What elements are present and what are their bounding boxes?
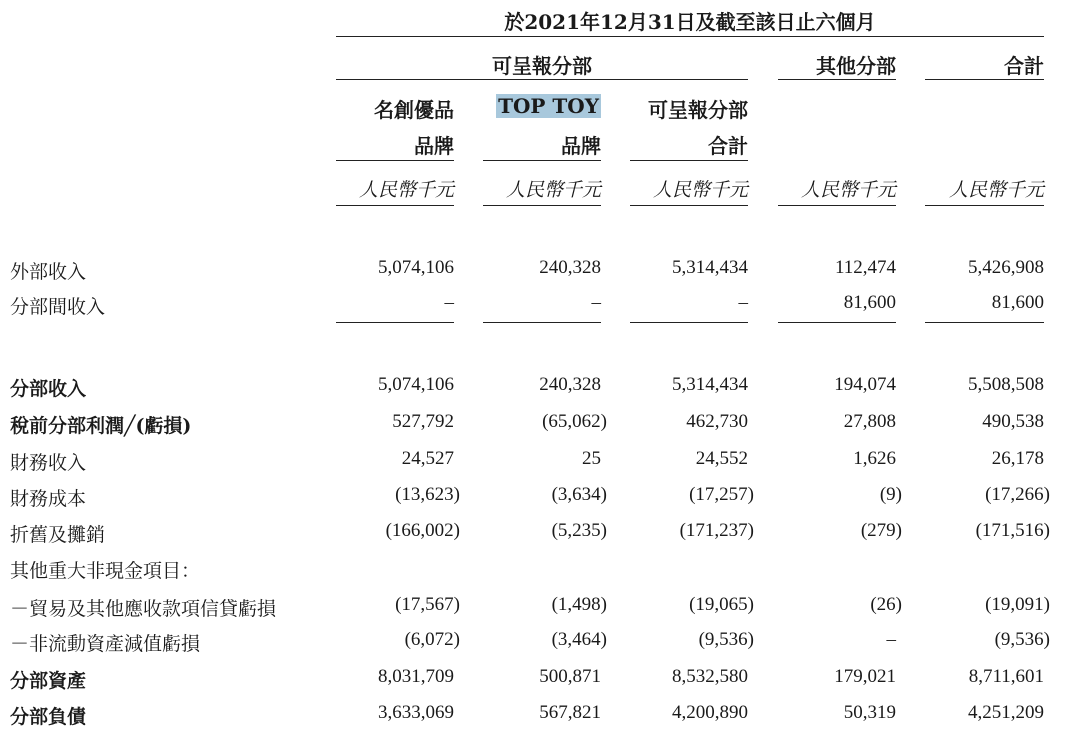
col-reportable-total-line1: 可呈報分部 — [648, 98, 748, 122]
table-cell: 5,314,434 — [672, 257, 748, 278]
subtotal-rule-4 — [778, 322, 896, 323]
group-total: 合計 — [1004, 54, 1044, 78]
table-cell: (1,498) — [551, 594, 607, 615]
table-cell: (26) — [870, 594, 902, 615]
table-cell: 527,792 — [392, 411, 454, 432]
table-cell: 5,074,106 — [378, 257, 454, 278]
table-cell: 4,251,209 — [968, 702, 1044, 723]
subtotal-rule-3 — [630, 322, 748, 323]
table-cell: 5,314,434 — [672, 374, 748, 395]
group-other-segments: 其他分部 — [816, 54, 896, 78]
row-label-other-non-cash-items: 其他重大非現金項目： — [10, 560, 201, 582]
unit-col-5: 人民幣千元 — [948, 179, 1044, 201]
table-cell: 567,821 — [539, 702, 601, 723]
table-cell: (65,062) — [542, 411, 607, 432]
table-cell: 240,328 — [539, 257, 601, 278]
col-toptoy-brand-line1 — [483, 94, 601, 118]
table-cell: (17,266) — [985, 484, 1050, 505]
unit-rule-4 — [778, 205, 896, 206]
row-label-finance-costs: 財務成本 — [10, 488, 87, 510]
col-rule-1 — [336, 160, 454, 161]
row-label-external-revenue: 外部收入 — [10, 261, 87, 283]
table-cell: 50,319 — [843, 702, 896, 723]
table-cell: (17,257) — [689, 484, 754, 505]
header-rule-top — [336, 36, 1044, 37]
table-cell: (6,072) — [404, 629, 460, 650]
table-cell: 8,031,709 — [378, 666, 454, 687]
table-cell: – — [591, 292, 601, 313]
table-cell: 4,200,890 — [672, 702, 748, 723]
unit-rule-3 — [630, 205, 748, 206]
table-cell: 24,527 — [401, 448, 454, 469]
table-cell: 81,600 — [843, 292, 896, 313]
table-cell: (279) — [860, 520, 902, 541]
table-cell: 25 — [582, 448, 601, 469]
table-cell: – — [738, 292, 748, 313]
row-label-credit-loss: －貿易及其他應收款項信貸虧損 — [10, 598, 277, 620]
table-cell: 8,711,601 — [968, 666, 1044, 687]
group-rule-reportable — [336, 79, 748, 80]
table-cell: (9,536) — [994, 629, 1050, 650]
group-rule-other — [778, 79, 896, 80]
unit-col-2: 人民幣千元 — [505, 179, 601, 201]
subtotal-rule-2 — [483, 322, 601, 323]
table-cell: (3,464) — [551, 629, 607, 650]
table-cell: (5,235) — [551, 520, 607, 541]
row-label-segment-profit: 稅前分部利潤╱(虧損) — [10, 415, 192, 437]
table-cell: – — [444, 292, 454, 313]
table-cell: 500,871 — [539, 666, 601, 687]
table-cell: (9) — [879, 484, 902, 505]
row-label-inter-segment-revenue: 分部間收入 — [10, 296, 106, 318]
table-cell: 5,426,908 — [968, 257, 1044, 278]
row-label-depreciation-amortisation: 折舊及攤銷 — [10, 524, 106, 546]
table-cell: (171,237) — [679, 520, 754, 541]
group-rule-total — [925, 79, 1044, 80]
table-cell: 3,633,069 — [378, 702, 454, 723]
row-label-finance-income: 財務收入 — [10, 452, 87, 474]
toptoy-label: TOP TOY — [498, 94, 599, 118]
table-cell: (19,091) — [985, 594, 1050, 615]
table-cell: (166,002) — [385, 520, 460, 541]
table-cell: 112,474 — [834, 257, 896, 278]
col-toptoy-brand-line2: 品牌 — [561, 134, 601, 158]
table-cell: (19,065) — [689, 594, 754, 615]
unit-rule-1 — [336, 205, 454, 206]
table-cell: 179,021 — [834, 666, 896, 687]
col-reportable-total-line2: 合計 — [708, 134, 748, 158]
period-title: 於2021年12月31日及截至該日止六個月 — [504, 10, 876, 34]
table-cell: 240,328 — [539, 374, 601, 395]
table-cell: (9,536) — [698, 629, 754, 650]
table-cell: (3,634) — [551, 484, 607, 505]
unit-rule-2 — [483, 205, 601, 206]
table-cell: 1,626 — [853, 448, 896, 469]
table-cell: 194,074 — [834, 374, 896, 395]
row-label-segment-assets: 分部資產 — [10, 670, 87, 692]
unit-rule-5 — [925, 205, 1044, 206]
unit-col-4: 人民幣千元 — [800, 179, 896, 201]
table-cell: 24,552 — [695, 448, 748, 469]
table-cell: 490,538 — [982, 411, 1044, 432]
col-miniso-brand-line2: 品牌 — [414, 134, 454, 158]
table-cell: 27,808 — [843, 411, 896, 432]
row-label-segment-revenue: 分部收入 — [10, 378, 87, 400]
table-cell: 5,074,106 — [378, 374, 454, 395]
table-cell: 462,730 — [686, 411, 748, 432]
table-cell: 5,508,508 — [968, 374, 1044, 395]
col-miniso-brand-line1: 名創優品 — [374, 98, 454, 122]
table-cell: – — [886, 629, 896, 650]
unit-col-3: 人民幣千元 — [652, 179, 748, 201]
table-cell: 81,600 — [991, 292, 1044, 313]
table-cell: (17,567) — [395, 594, 460, 615]
row-label-segment-liabilities: 分部負債 — [10, 706, 87, 728]
group-reportable-segments: 可呈報分部 — [492, 54, 592, 78]
subtotal-rule-5 — [925, 322, 1044, 323]
subtotal-rule-1 — [336, 322, 454, 323]
table-cell: 26,178 — [991, 448, 1044, 469]
table-cell: 8,532,580 — [672, 666, 748, 687]
table-cell: (171,516) — [975, 520, 1050, 541]
col-rule-3 — [630, 160, 748, 161]
row-label-impairment-loss: －非流動資產減值虧損 — [10, 633, 201, 655]
col-rule-2 — [483, 160, 601, 161]
table-cell: (13,623) — [395, 484, 460, 505]
unit-col-1: 人民幣千元 — [358, 179, 454, 201]
